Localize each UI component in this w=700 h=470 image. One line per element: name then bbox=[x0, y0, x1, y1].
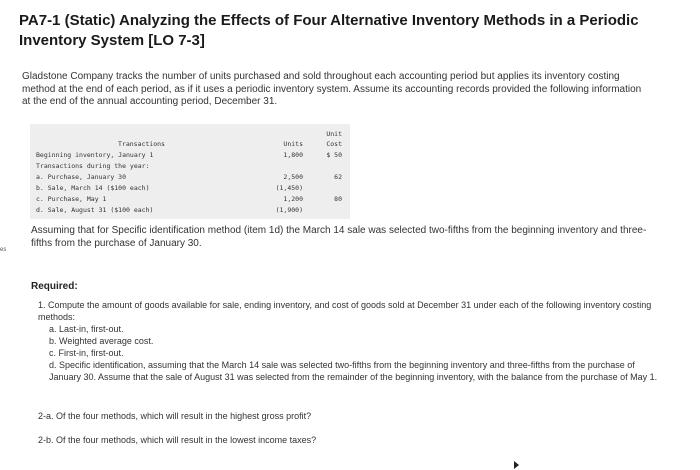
header-units: Units bbox=[283, 140, 303, 148]
question-1d: d. Specific identification, assuming that the March 14 sale was selected two-fifths from the beginning inventory and three-fifths from the purchase of January 30. Assume that the sale of August 31 was selected from the remainder of the beginning inventory, with the balance from the purchase of May 1. bbox=[49, 360, 658, 382]
question-1b: b. Weighted average cost. bbox=[49, 336, 154, 346]
row-units: 1,800 bbox=[283, 151, 303, 159]
row-units: (1,900) bbox=[275, 206, 303, 214]
row-units: 1,200 bbox=[283, 195, 303, 203]
table-row bbox=[30, 195, 350, 205]
question-1a: a. Last-in, first-out. bbox=[49, 324, 124, 334]
intro-paragraph: Gladstone Company tracks the number of units purchased and sold throughout each accounting period but applies its inventory costing method at the end of each period, as if it uses a periodic inventory system. Assume its accounting records provided the following information at the end of the annual accounting period, December 31. bbox=[22, 71, 642, 107]
row-label: d. Sale, August 31 ($100 each) bbox=[36, 206, 154, 214]
required-heading: Required: bbox=[31, 281, 78, 292]
inventory-table bbox=[30, 124, 350, 219]
page-title: PA7-1 (Static) Analyzing the Effects of Four Alternative Inventory Methods in a Periodic Inventory System [LO 7-3] bbox=[19, 12, 639, 49]
row-cost: 80 bbox=[334, 195, 342, 203]
row-label: c. Purchase, May 1 bbox=[36, 195, 107, 203]
header-transactions: Transactions bbox=[118, 140, 165, 148]
question-2a: 2-a. Of the four methods, which will result in the highest gross profit? bbox=[38, 411, 312, 421]
assumption-note: Assuming that for Specific identification method (item 1d) the March 14 sale was selected two-fifths from the beginning inventory and three-fifths from the purchase of January 30. bbox=[31, 225, 647, 249]
question-1: 1. Compute the amount of goods available for sale, ending inventory, and cost of goods sold at December 31 under each of the following inventory costing methods: bbox=[38, 300, 652, 322]
table-row bbox=[30, 184, 350, 194]
row-cost: $ 50 bbox=[326, 151, 342, 159]
row-units: (1,450) bbox=[275, 184, 303, 192]
table-row bbox=[30, 151, 350, 161]
row-label: a. Purchase, January 30 bbox=[36, 173, 127, 181]
table-row bbox=[30, 162, 350, 172]
question-2b: 2-b. Of the four methods, which will result in the lowest income taxes? bbox=[38, 435, 317, 445]
row-label: Transactions during the year: bbox=[36, 162, 150, 170]
table-header-row bbox=[30, 140, 350, 150]
header-unit-cost-bottom: Cost bbox=[326, 140, 342, 148]
row-cost: 62 bbox=[334, 173, 342, 181]
table-row bbox=[30, 173, 350, 183]
question-1c: c. First-in, first-out. bbox=[49, 348, 124, 358]
left-edge-label: es bbox=[0, 247, 7, 253]
row-label: Beginning inventory, January 1 bbox=[36, 151, 154, 159]
table-header-row-top bbox=[30, 130, 350, 140]
row-units: 2,500 bbox=[283, 173, 303, 181]
header-unit-cost-top: Unit bbox=[326, 130, 342, 138]
row-label: b. Sale, March 14 ($100 each) bbox=[36, 184, 150, 192]
table-row bbox=[30, 206, 350, 216]
mouse-pointer-icon bbox=[514, 461, 519, 469]
